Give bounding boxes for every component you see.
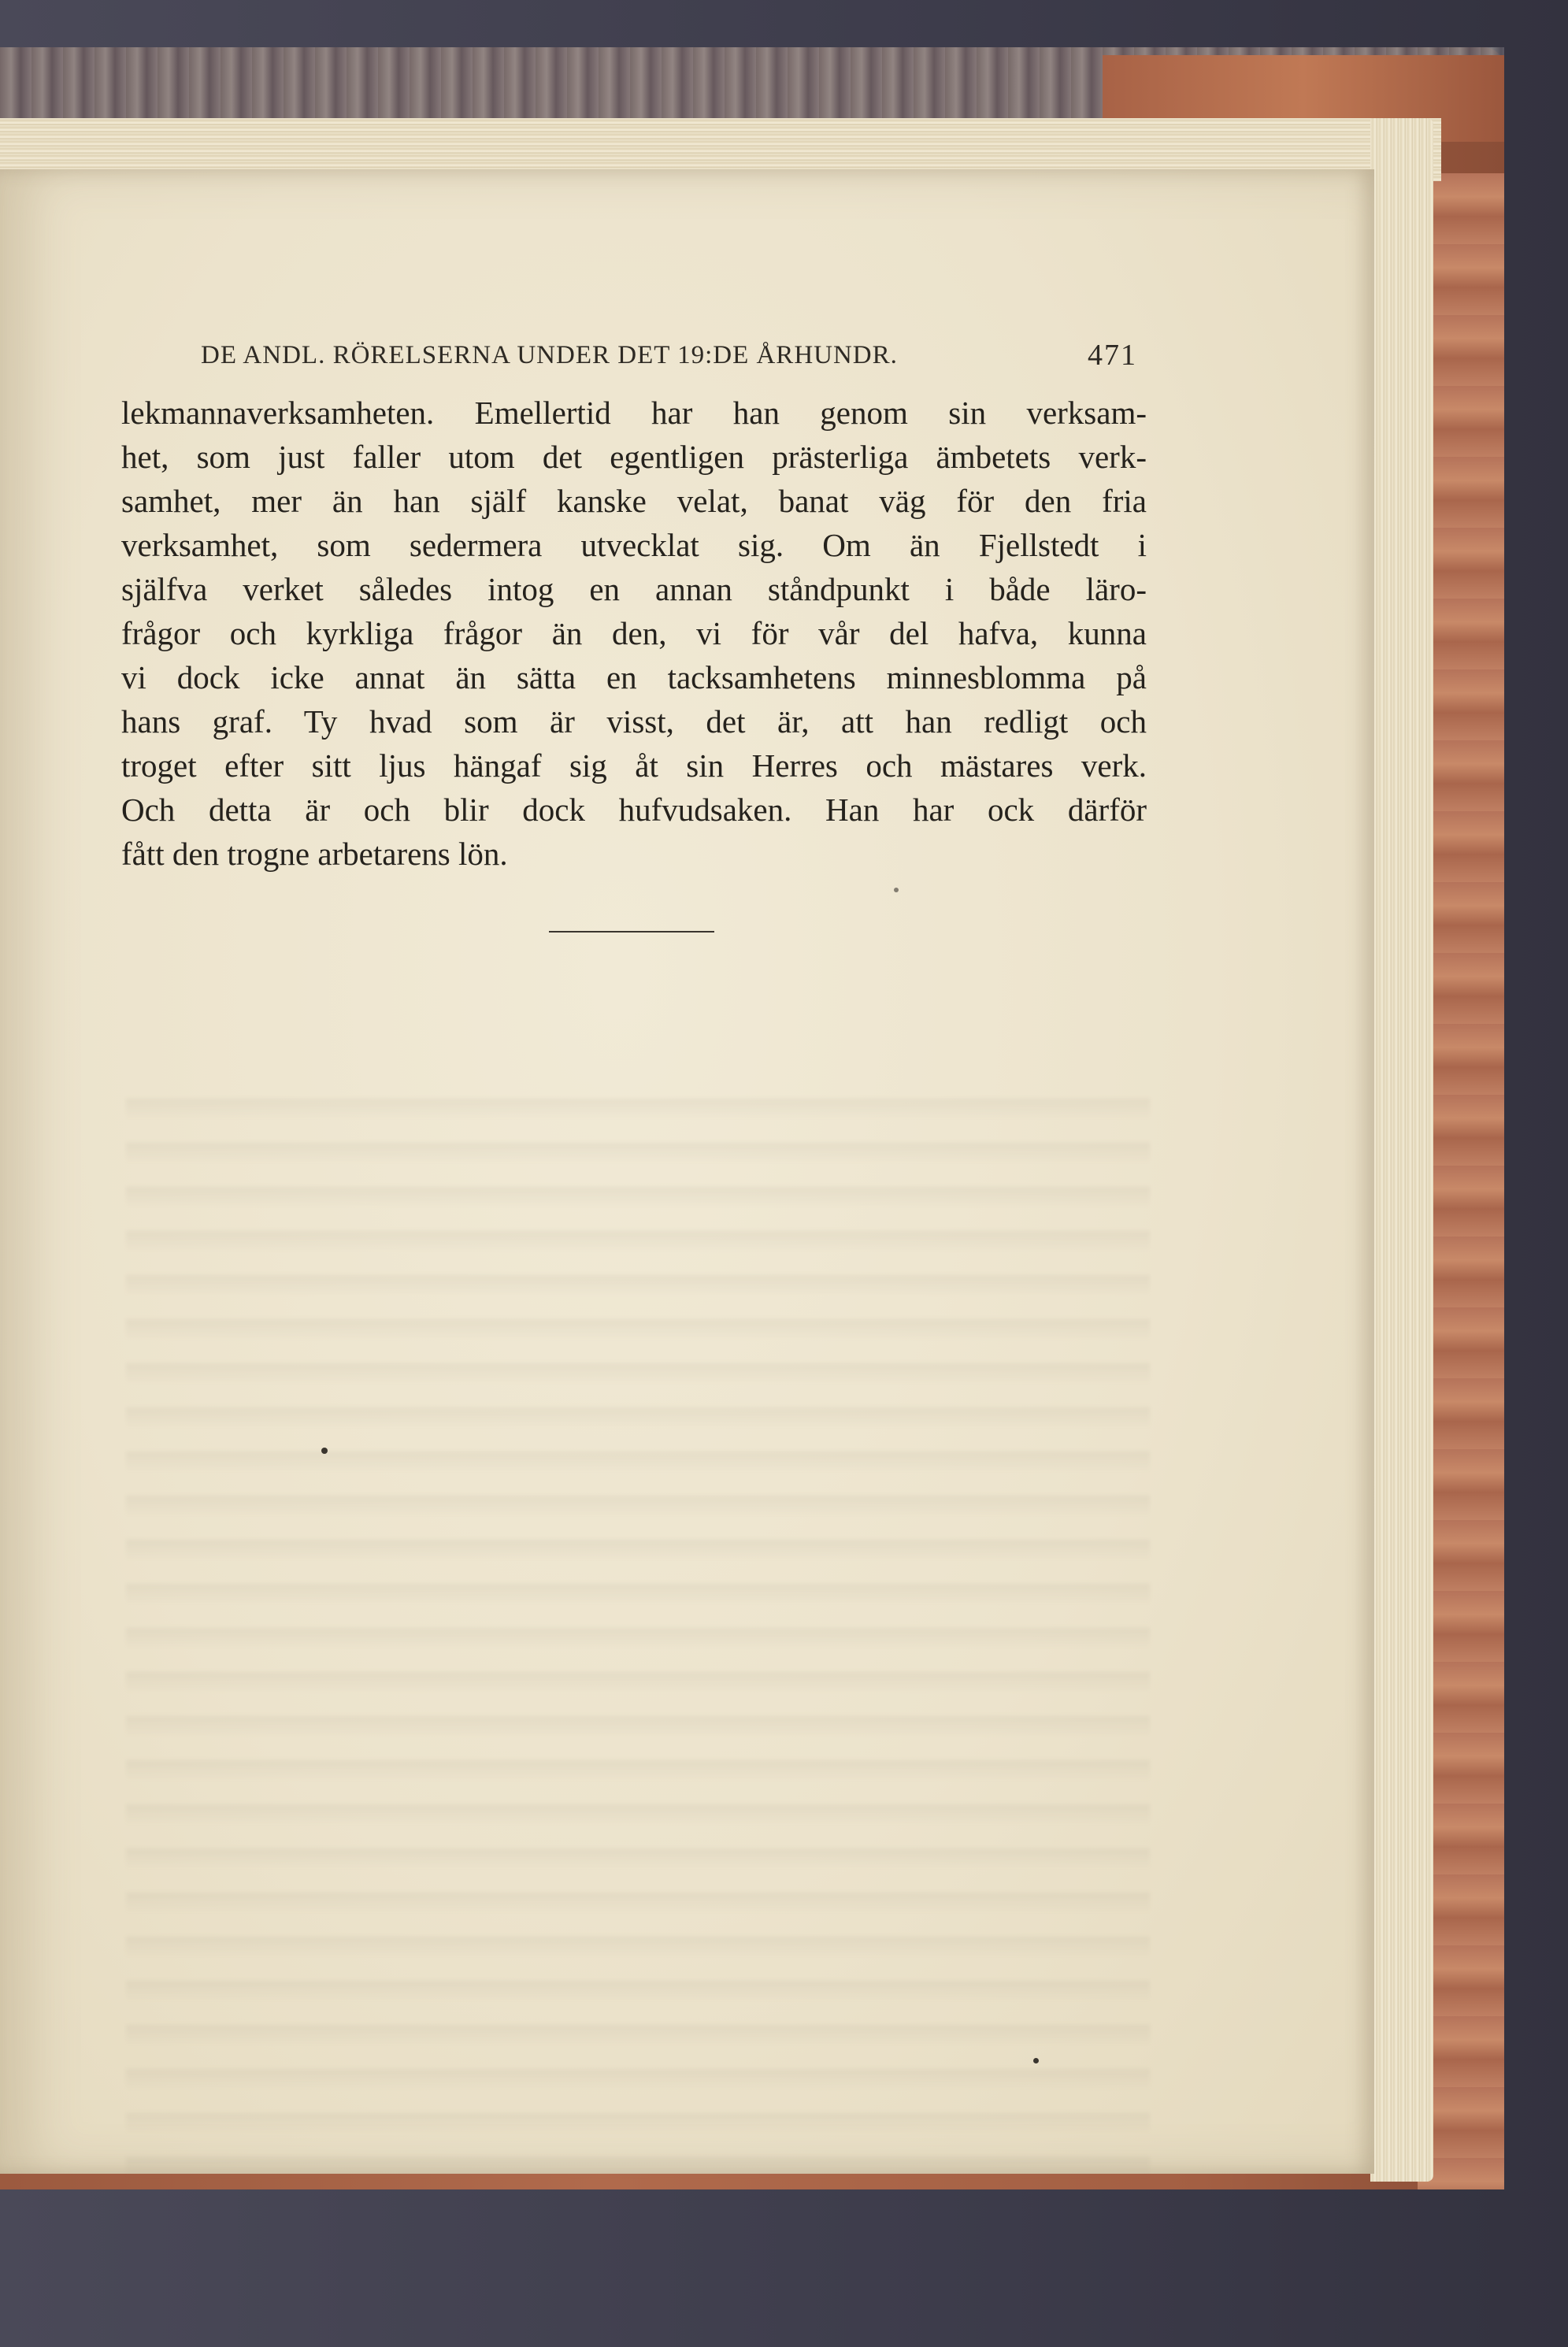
text-line: vi dock icke annat än sätta en tacksamhetens minnesblomma på <box>121 659 1147 695</box>
running-head: DE ANDL. RÖRELSERNA UNDER DET 19:DE ÅRHUNDR. <box>201 341 898 369</box>
section-rule <box>549 931 714 932</box>
ink-speck <box>321 1448 328 1454</box>
page-block-fore-edge <box>1370 118 1433 2182</box>
text-line: själfva verket således intog en annan ståndpunkt i både läro- <box>121 571 1147 607</box>
ink-speck <box>1033 2058 1039 2063</box>
text-line: fått den trogne arbetarens lön. <box>121 836 508 872</box>
text-line: samhet, mer än han själf kanske velat, banat väg för den fria <box>121 483 1147 519</box>
text-line: verksamhet, som sedermera utvecklat sig. Om än Fjellstedt i <box>121 527 1147 563</box>
page-number: 471 <box>1088 339 1137 372</box>
show-through <box>126 1075 1150 2178</box>
text-line: hans graf. Ty hvad som är visst, det är, att han redligt och <box>121 703 1147 740</box>
ink-speck <box>894 888 899 892</box>
text-line: frågor och kyrkliga frågor än den, vi för vår del hafva, kunna <box>121 615 1147 651</box>
text-line: het, som just faller utom det egentligen prästerliga ämbetets verk- <box>121 439 1147 475</box>
body-text <box>121 391 1147 876</box>
text-line: lekmannaverksamheten. Emellertid har han genom sin verksam- <box>121 395 1147 431</box>
text-line: Och detta är och blir dock hufvudsaken. Han har ock därför <box>121 792 1147 828</box>
text-line: troget efter sitt ljus hängaf sig åt sin Herres och mästares verk. <box>121 747 1147 784</box>
